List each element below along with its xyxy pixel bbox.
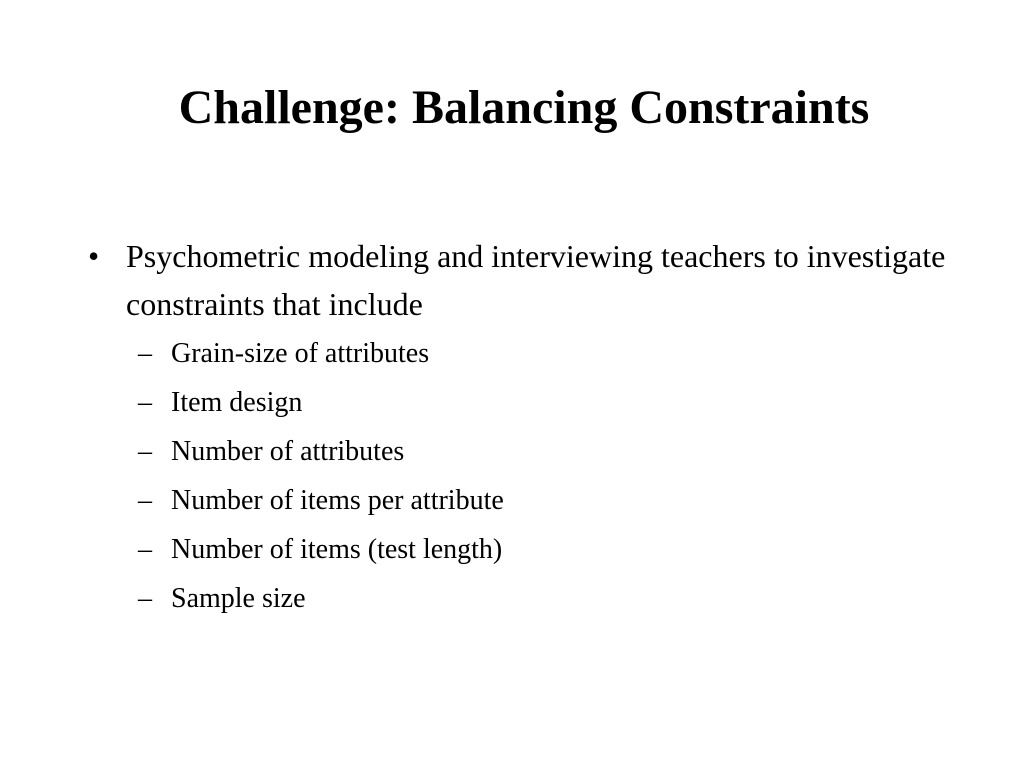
sub-bullet-list <box>138 334 938 628</box>
sub-bullet-text: Grain-size of attributes <box>171 338 430 369</box>
slide-title: Challenge: Balancing Constraints <box>178 81 870 134</box>
sub-bullet-item <box>138 530 938 579</box>
dash-marker: – <box>138 534 152 565</box>
bullet-text: Psychometric modeling and interviewing teachers to investigate constraints that include <box>126 238 946 322</box>
sub-bullet-item <box>138 334 938 383</box>
bullet-row <box>88 232 968 328</box>
bullet-marker: • <box>88 238 100 274</box>
dash-marker: – <box>138 436 152 467</box>
dash-marker: – <box>138 387 152 418</box>
sub-bullet-item <box>138 432 938 481</box>
sub-bullet-item <box>138 481 938 530</box>
sub-bullet-text: Item design <box>171 387 303 418</box>
dash-marker: – <box>138 485 152 516</box>
dash-marker: – <box>138 338 152 369</box>
sub-bullet-text: Number of items per attribute <box>171 485 504 516</box>
dash-marker: – <box>138 583 152 614</box>
sub-bullet-item <box>138 579 938 628</box>
sub-bullet-text: Number of attributes <box>171 436 405 467</box>
sub-bullet-item <box>138 383 938 432</box>
main-bullet <box>88 232 968 328</box>
sub-bullet-text: Sample size <box>171 583 306 614</box>
sub-bullet-text: Number of items (test length) <box>171 534 503 565</box>
